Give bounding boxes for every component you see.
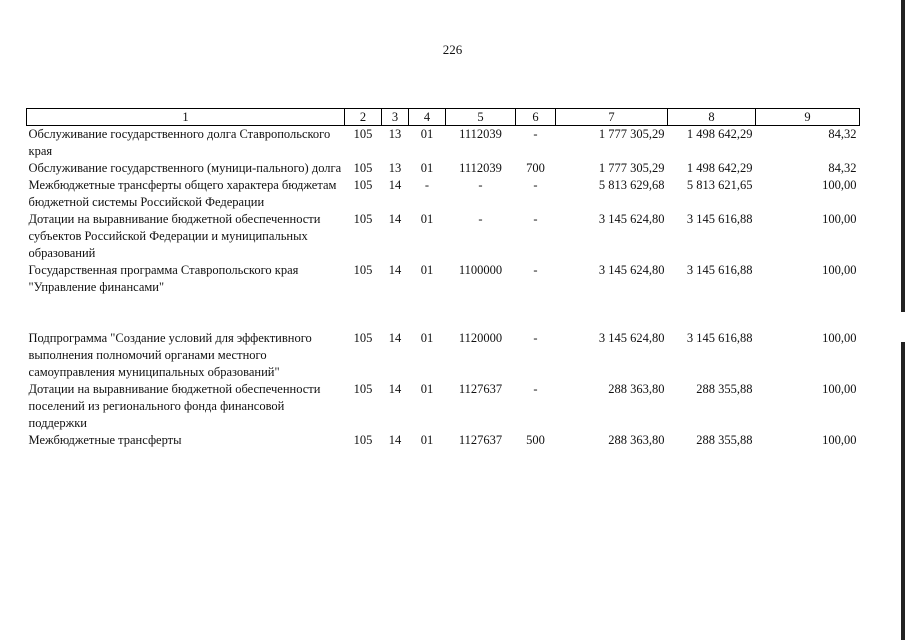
cell-c9: 100,00: [822, 263, 857, 277]
cell-c4: 01: [420, 433, 434, 447]
cell-c9: 100,00: [822, 178, 857, 192]
cell-c5: 1112039: [459, 127, 502, 141]
cell-c7: 5 813 629,68: [598, 178, 665, 192]
cell-c5: 1127637: [458, 433, 503, 447]
cell-c5: -: [478, 212, 483, 226]
cell-c2: 105: [353, 263, 373, 277]
cell-c6: -: [533, 127, 538, 141]
cell-c8: 288 355,88: [696, 433, 753, 447]
table-row: [27, 160, 860, 177]
column-header: 6: [516, 109, 556, 126]
column-header: 5: [446, 109, 516, 126]
cell-c2: 105: [353, 212, 373, 226]
column-header: 1: [27, 109, 345, 126]
cell-c2: 105: [353, 331, 373, 345]
cell-c7: 1 777 305,29: [598, 161, 665, 175]
cell-c3: 13: [388, 161, 402, 175]
cell-c3: 14: [388, 263, 402, 277]
cell-c6: -: [533, 382, 538, 396]
row-name: Подпрограмма "Создание условий для эффективного выполнения полномочий органами местного самоуправления муниципальных образований": [28, 331, 312, 379]
cell-c8: 1 498 642,29: [686, 127, 753, 141]
cell-c7: 1 777 305,29: [598, 127, 665, 141]
row-name: Обслуживание государственного (муници-пального) долга: [28, 161, 342, 175]
column-header: 4: [409, 109, 446, 126]
cell-c4: 01: [420, 161, 434, 175]
cell-c2: 105: [353, 382, 373, 396]
cell-c4: 01: [420, 382, 434, 396]
cell-c5: 1127637: [458, 382, 503, 396]
cell-c8: 3 145 616,88: [686, 331, 753, 345]
cell-c3: 14: [388, 331, 402, 345]
row-name: Государственная программа Ставропольского края "Управление финансами": [28, 263, 299, 294]
cell-c9: 100,00: [822, 212, 857, 226]
cell-c8: 3 145 616,88: [686, 212, 753, 226]
cell-c5: 1120000: [458, 331, 503, 345]
header-row: [27, 109, 860, 126]
cell-c2: 105: [353, 178, 373, 192]
cell-c2: 105: [353, 161, 373, 175]
cell-c4: 01: [420, 331, 434, 345]
cell-c6: -: [533, 178, 538, 192]
cell-c8: 3 145 616,88: [686, 263, 753, 277]
cell-c8: 1 498 642,29: [686, 161, 753, 175]
row-name: Дотации на выравнивание бюджетной обеспеченности поселений из регионального фонда финансовой поддержки: [28, 382, 321, 430]
cell-c9: 100,00: [822, 331, 857, 345]
table-row: [27, 211, 860, 262]
table-row: [27, 432, 860, 449]
page-number: 226: [442, 42, 463, 57]
column-header: 9: [756, 109, 860, 126]
row-name: Межбюджетные трансферты общего характера бюджетам бюджетной системы Российской Федерации: [28, 178, 337, 209]
cell-c3: 14: [388, 212, 402, 226]
cell-c6: -: [533, 263, 538, 277]
column-header: 2: [345, 109, 382, 126]
cell-c7: 288 363,80: [608, 382, 665, 396]
cell-c4: -: [424, 178, 430, 192]
cell-c7: 3 145 624,80: [598, 331, 665, 345]
cell-c9: 84,32: [828, 127, 857, 141]
column-header: 7: [556, 109, 668, 126]
cell-c3: 14: [388, 433, 402, 447]
table-row: [27, 330, 860, 381]
cell-c3: 14: [388, 178, 402, 192]
spacer-cell: [27, 296, 860, 330]
table-row: [27, 262, 860, 296]
cell-c8: 5 813 621,65: [686, 178, 753, 192]
cell-c8: 288 355,88: [696, 382, 753, 396]
cell-c3: 14: [388, 382, 402, 396]
cell-c6: -: [533, 212, 538, 226]
row-name: Обслуживание государственного долга Ставропольского края: [28, 127, 331, 158]
cell-c2: 105: [353, 433, 373, 447]
cell-c5: 1112039: [459, 161, 502, 175]
budget-table: [26, 108, 860, 449]
cell-c5: -: [478, 178, 483, 192]
cell-c7: 288 363,80: [608, 433, 665, 447]
cell-c9: 100,00: [822, 433, 857, 447]
cell-c6: 500: [526, 433, 545, 447]
cell-c6: -: [533, 331, 538, 345]
column-header: 8: [668, 109, 756, 126]
row-name: Дотации на выравнивание бюджетной обеспеченности субъектов Российской Федерации и муниципальных образований: [28, 212, 321, 260]
page-edge-gap: [901, 312, 905, 342]
cell-c5: 1100000: [458, 263, 503, 277]
table-row: [27, 381, 860, 432]
cell-c4: 01: [420, 212, 434, 226]
cell-c4: 01: [420, 127, 434, 141]
cell-c7: 3 145 624,80: [598, 212, 665, 226]
cell-c2: 105: [353, 127, 373, 141]
cell-c3: 13: [388, 127, 402, 141]
row-name: Межбюджетные трансферты: [28, 433, 182, 447]
table-row: [27, 177, 860, 211]
cell-c4: 01: [420, 263, 434, 277]
spacer-row: [27, 296, 860, 330]
cell-c7: 3 145 624,80: [598, 263, 665, 277]
cell-c9: 100,00: [822, 382, 857, 396]
cell-c9: 84,32: [828, 161, 857, 175]
column-header: 3: [382, 109, 409, 126]
cell-c6: 700: [526, 161, 545, 175]
table-row: [27, 126, 860, 161]
